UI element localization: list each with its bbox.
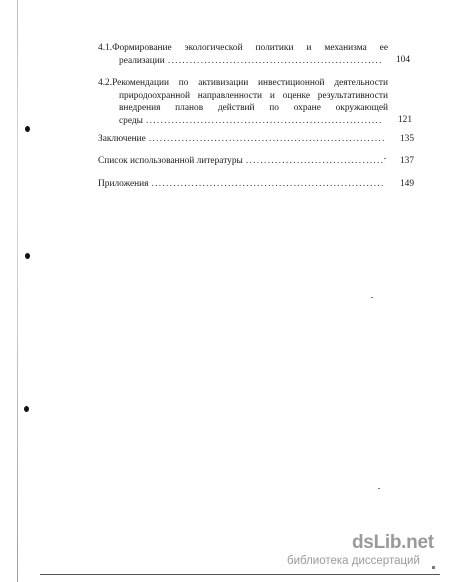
toc-entry-title-line: Приложения — [98, 179, 149, 189]
toc-entry-references[interactable] — [98, 155, 388, 168]
punch-hole-mark — [24, 406, 29, 412]
scan-speck — [378, 488, 380, 489]
toc-entry-title-line: реализации — [119, 55, 165, 66]
toc-entry-appendices[interactable] — [98, 178, 388, 191]
watermark-caption: библиотека диссертаций — [287, 555, 420, 567]
toc-entry-title-line: Список использованной литературы — [98, 156, 243, 166]
toc-leader-dots — [151, 178, 385, 191]
toc-line — [98, 133, 388, 146]
toc-line — [98, 102, 408, 115]
toc-page-number: 137 — [399, 156, 414, 166]
toc-page-number: 121 — [397, 115, 412, 125]
toc-leader-dots — [146, 115, 382, 128]
toc-line — [98, 77, 408, 90]
punch-hole-mark — [25, 253, 30, 259]
toc-entry-title-line: природоохранной направленности и оценке результативности — [119, 90, 388, 101]
toc-leader-dots — [149, 133, 385, 146]
toc-entry-conclusion[interactable] — [98, 133, 388, 146]
toc-entry-title-line: Заключение — [98, 134, 146, 144]
toc-page-number: 104 — [395, 55, 410, 65]
toc-page-number: 149 — [399, 179, 414, 189]
toc-leader-dots — [246, 155, 385, 168]
toc-line — [98, 178, 388, 191]
scan-speck — [371, 297, 373, 298]
scan-speck — [432, 566, 435, 569]
scan-bottom-rule — [40, 574, 440, 575]
toc-entry-title-line: 4.1.Формирование экологической политики и механизма ее — [98, 43, 388, 53]
watermark-logo: dsLib.net — [352, 532, 434, 553]
scan-edge-line — [17, 0, 18, 582]
toc-entry-4-1[interactable] — [98, 42, 408, 67]
toc-line — [98, 155, 388, 168]
toc-line — [98, 55, 385, 68]
toc-page-number: 135 — [399, 134, 414, 144]
toc-line — [98, 90, 408, 103]
toc-entry-title-line: среды — [119, 115, 143, 126]
toc-line — [98, 115, 385, 128]
toc-entry-title-line: внедрения планов действий по охране окружающей — [119, 103, 388, 113]
toc-leader-dots — [168, 55, 382, 68]
toc-entry-4-2[interactable] — [98, 77, 408, 127]
toc-entry-title-line: 4.2.Рекомендации по активизации инвестиционной деятельности — [98, 78, 388, 88]
punch-hole-mark — [25, 126, 30, 132]
toc-line — [98, 42, 408, 55]
